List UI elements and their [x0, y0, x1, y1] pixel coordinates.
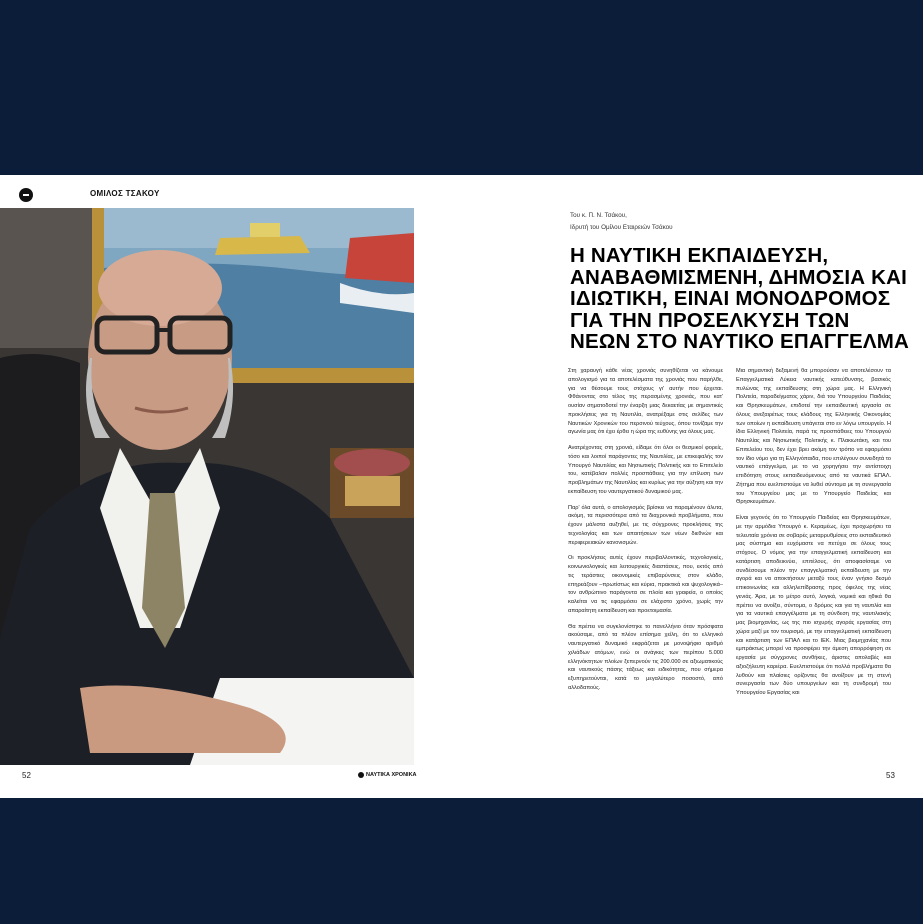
- byline-author: Του κ. Π. Ν. Τσάκου,: [570, 212, 627, 219]
- magazine-name: ΝΑΥΤΙΚΑ ΧΡΟΝΙΚΑ: [366, 772, 417, 778]
- left-page: [0, 175, 461, 798]
- paragraph: Στη χαραυγή κάθε νέας χρονιάς συνηθίζεται να κάνουμε απολογισμό για τα αποτελέσματα της χρονιάς που παρήλθε, για να θέσουμε τους στόχους γι' αυτήν που έρχεται. Φθάνοντας στο τέλος της περασμένης χρονιάς, που κατ' ουσίαν σηματοδοτεί την έναρξη μιας δεκαετίας με σημαντικές προκλήσεις για τη Ναυτιλία, ανατρέξαμε στις σελίδες των Ναυτικών Χρονικών του περσινού τεύχους, όπου τονίζαμε την αγωνία μας ότι έχει έρθει η ώρα της ευθύνης για όλους μας.: [568, 368, 723, 436]
- paragraph: Παρ' όλα αυτά, ο απολογισμός βρίσκει να παραμένουν άλυτα, ακόμη, τα περισσότερα από τα διαχρονικά προβλήματα, που έχουν μάλιστα αυξηθεί, με τις σύγχρονες προκλήσεις της τεχνολογίας και των απαιτήσεων των νέων διεθνών και περιφερειακών κανονισμών.: [568, 504, 723, 546]
- article-column-1: [568, 367, 723, 700]
- page-number: 52: [22, 771, 31, 780]
- paragraph: Είναι γεγονός ότι το Υπουργείο Παιδείας και Θρησκευμάτων, με την αρμόδια Υπουργό κ. Κεραμέως, έχει προχωρήσει τα τελευταία χρόνια σε σοβαρές μεταρρυθμίσεις στο εκπαιδευτικό μας σύστημα και ευχόμαστε να πετύχει σε όλους τους στόχους. Ο νόμος για την επαγγελματική εκπαίδευση και κατάρτιση αποδεικνύει, επιτέλους, ότι αποφασίσαμε να συνδέσουμε πλέον την επαγγελματική εκπαίδευση με την αγορά και να αποκτήσουν μεταξύ τους έναν γνήσιο δεσμό επικοινωνίας και αλληλεπίδρασης προς όφελος της νέας γενιάς. Άρα, με το μέτρο αυτό, λογικά, νομικά και ηθικά θα πρέπει να ανοίξει, σύντομα, ο δρόμος και για τη ναυτιλία και για τα ναυτικά επαγγέλματα με τη σύνδεση της ναυτιλιακής μας βιομηχανίας, ως της πιο ισχυρής αγοράς εργασίας στη χώρα μαζί με τον τουρισμό, με την επαγγελματική εκπαίδευση και κατάρτιση των ΕΠΑΛ και το ΙΕΚ. Μιας βιομηχανίας που εμπράκτως μπορεί να προσφέρει την άμεση απορρόφηση σε εργασία με σύγχρονες συνθήκες, άριστες απολαβές και αξιοζήλευτη καριέρα. Ευελπιστούμε ότι πολλά προβλήματα θα λυθούν και πλαίσιες ορίζοντες θα ανοίξουν με τη στενή συνεργασία των δύο υπουργείων και τη συνδρομή του Υπουργείου Εργασίας και: [736, 515, 891, 696]
- magazine-logo-icon: [358, 772, 364, 778]
- paragraph: Μια σημαντική δεξαμενή θα μπορούσαν να αποτελέσουν τα Επαγγελματικά Λύκεια ναυτικής κατεύθυνσης, βασικός πυλώνας της εκπαίδευσης στη χώρα μας. Η Ελληνική Πολιτεία, παραδείγματος χάριν, διά του Υπουργείου Παιδείας και Θρησκευμάτων, επιδοτεί την εκπαιδευτική εργασία σε όλους ανεξαιρέτως τους κλάδους της Ελληνικής Οικονομίας των οποίων η εκπαίδευση υπάγεται στο εν λόγω υπουργείο. Η ίδια Ελληνική Πολιτεία, παρά τις προσπάθειες του Υπουργού Ναυτιλίας και Νησιωτικής Πολιτικής κ. Πλακιωτάκη, και του Επιτελείου του, δεν έχει βρει ακόμη τον τρόπο να εφαρμόσει τον ίδιο νόμο για τη Ελληνόπαιδα, που επιλέγουν συνειδητά το ναυτικό επάγγελμα, με το να χορηγήσει την αντίστοιχη επιδότηση στους εκπαιδευόμενους από τα ναυτικά ΕΠΑΛ. Ζήτημα που ευελπιστούμε να λυθεί σύντομα με τη συνεργασία του Υπουργείου μας με το Υπουργείο Παιδείας και Θρησκευμάτων.: [736, 368, 891, 506]
- paragraph: Θα πρέπει να συγκλονίστηκε το πανελλήνιο όταν πρόσφατα ακούσαμε, από τα πλέον επίσημα χείλη, ότι το ελληνικό ναυτεργατικό δυναμικό εκφράζεται με μονοψήφιο αριθμό χιλιάδων ατόμων, ενώ οι ανάγκες των περίπου 5.000 ελληνόκτητων πλοίων ξεπερνούν τις 200.000 σε αξιωματικούς και ναυτικούς πάσης τάξεως και ειδικότητας, που σήμερα εξυπηρετούνται, κατά το μεγαλύτερο ποσοστό, από αλλοδαπούς.: [568, 623, 723, 691]
- portrait-photo: [0, 208, 414, 765]
- page-number: 53: [886, 771, 895, 780]
- magazine-footer: [358, 772, 417, 778]
- right-page: [462, 175, 923, 798]
- article-column-2: [736, 367, 891, 705]
- byline: [570, 210, 673, 234]
- paragraph: Οι προκλήσεις αυτές έχουν περιβαλλοντικές, τεχνολογικές, κοινωνιολογικές και λειτουργικές διαστάσεις, που, εκτός από τις τεράστιες οικονομικές επιβαρύνσεις στον κλάδο, επηρεάζουν –πρωτίστως και κύρια, πρακτικά και ψυχολογικά– τον ανθρώπινο παράγοντα σε πλοία και γραφεία, ο οποίος καλείται να τις εφαρμόσει σε ελάχιστο χρόνο, χωρίς την απαραίτητη εκπαίδευση και προετοιμασία.: [568, 555, 723, 614]
- article-headline: Η ΝΑΥΤΙΚΗ ΕΚΠΑΙΔΕΥΣΗ, ΑΝΑΒΑΘΜΙΣΜΕΝΗ, ΔΗΜΟΣΙΑ ΚΑΙ ΙΔΙΩΤΙΚΗ, ΕΙΝΑΙ ΜΟΝΟΔΡΟΜΟΣ ΓΙΑ ΤΗΝ ΠΡΟΣΕΛΚΥΣΗ ΤΩΝ ΝΕΩΝ ΣΤΟ ΝΑΥΤΙΚΟ ΕΠΑΓΓΕΛΜΑ: [570, 244, 910, 353]
- byline-role: Ιδρυτή του Ομίλου Εταιρειών Τσάκου: [570, 224, 673, 231]
- magazine-spread: [0, 175, 923, 798]
- section-label: ΟΜΙΛΟΣ ΤΣΑΚΟΥ: [90, 189, 160, 198]
- magazine-logo-icon: [19, 188, 33, 202]
- paragraph: Ανατρέχοντας στη χρονιά, είδαμε ότι όλοι οι θεσμικοί φορείς, τόσο και λοιποί παράγοντες της Ναυτιλίας, με επικεφαλής τον Υπουργό Ναυτιλίας και Νησιωτικής Πολιτικής και το Επιτελείο του, κατέβαλαν πολλές προσπάθειες για την επίλυση των προβλημάτων της Ναυτιλίας και κυρίως για την αύξηση και την εκπαίδευση του ναυτεργατικού δυναμικού μας.: [568, 445, 723, 495]
